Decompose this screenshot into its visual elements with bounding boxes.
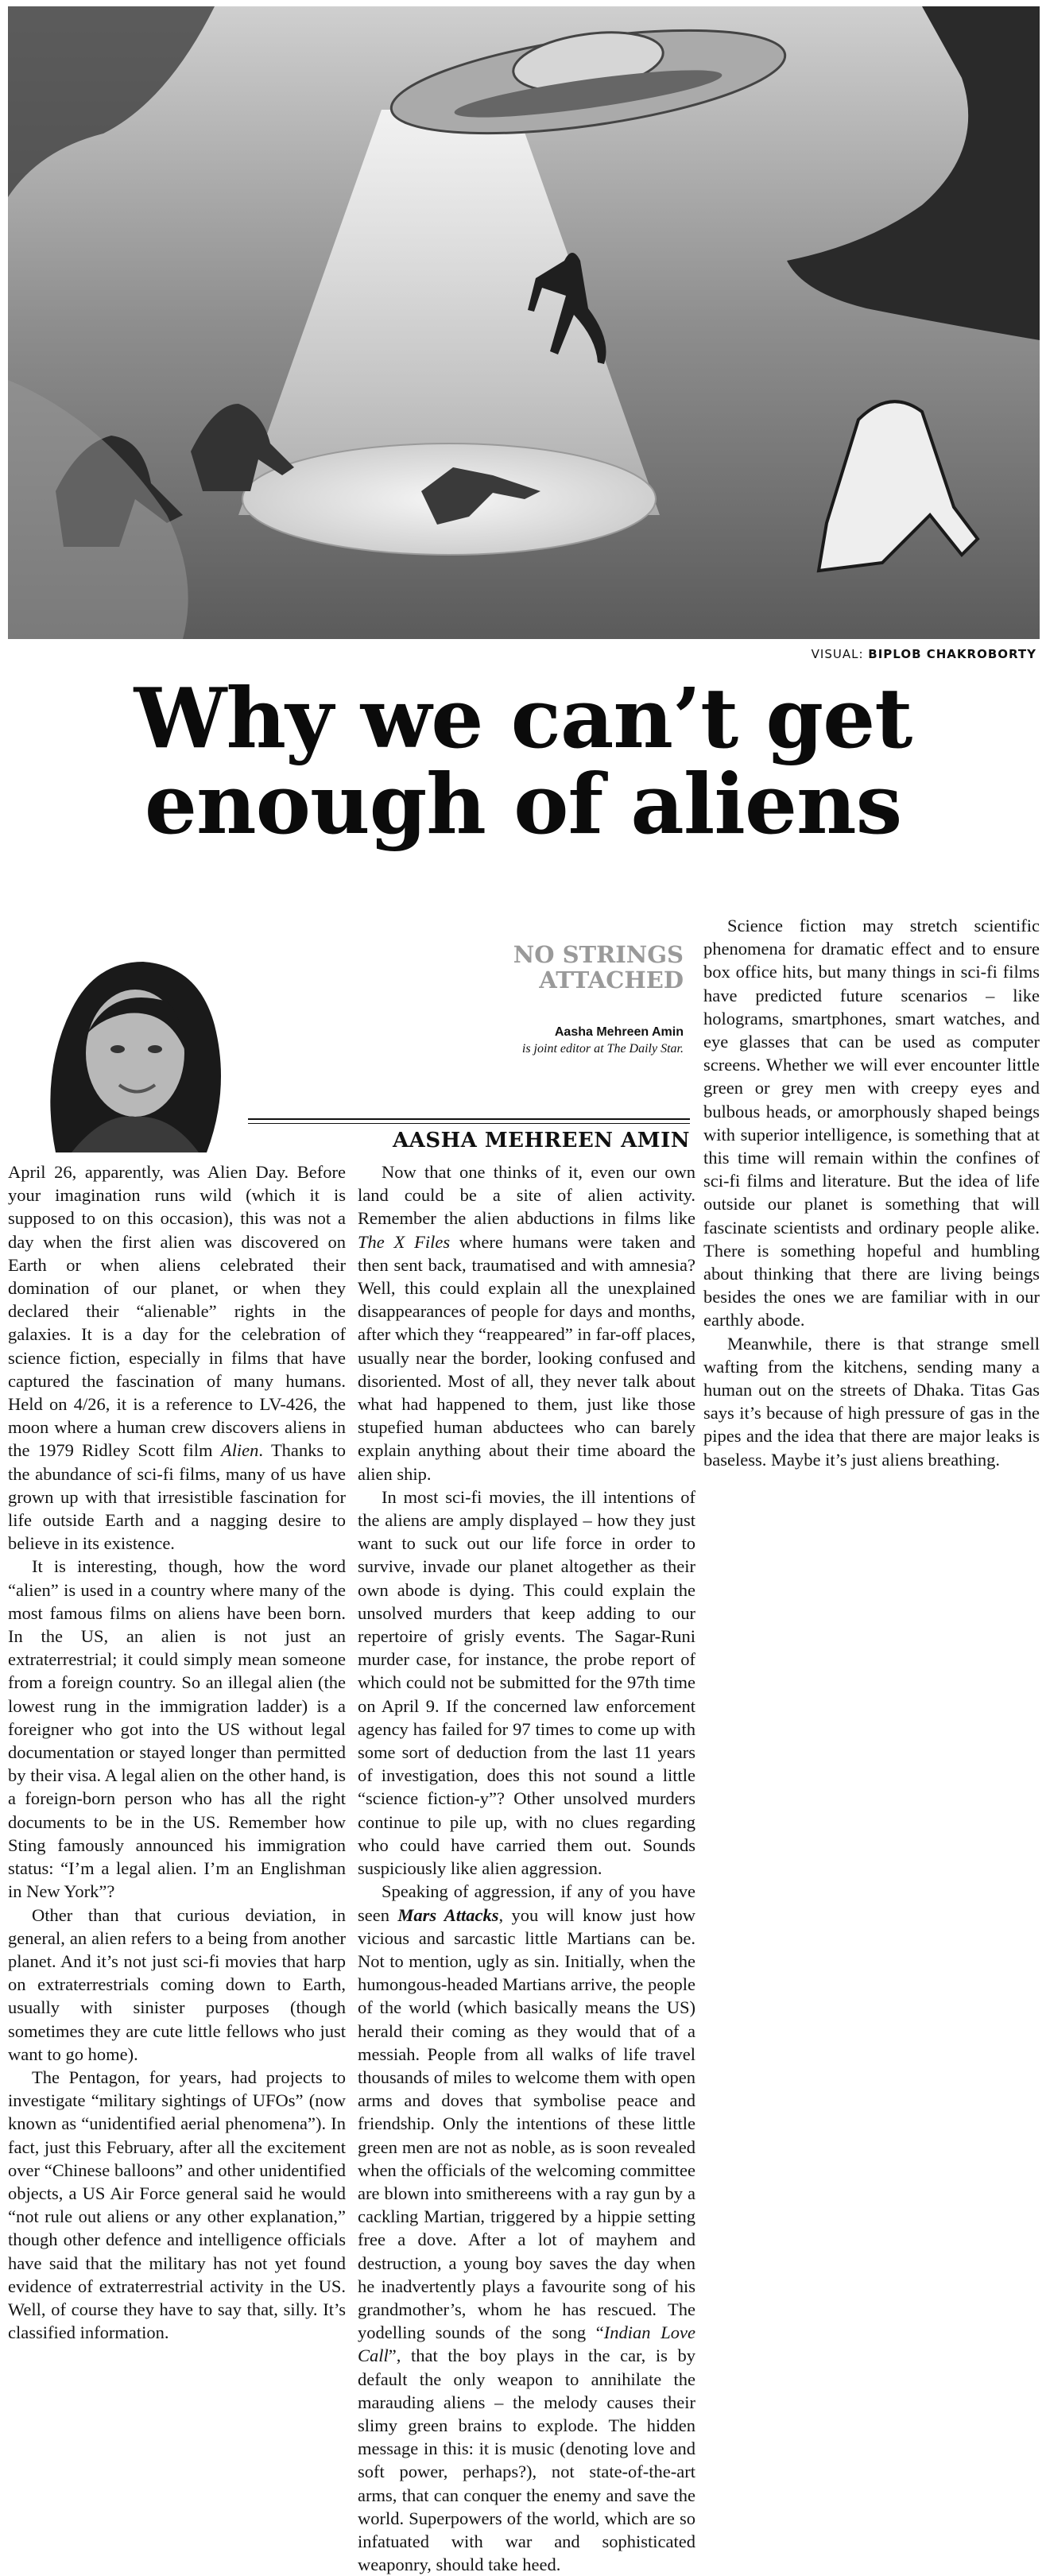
paragraph-4: The Pentagon, for years, had projects to investigate “military sightings of UFOs” (now known as “unidentified aerial phenomena”). In fact, just this February, after all the excitement over “Chinese balloons” and other unidentified objects, a US Air Force general said he would “not rule out aliens or any other explanation,” though other defence and intelligence officials have said that the military has not yet found evidence of extraterrestrial activity in the US. Well, of course they have to say that, silly. It’s classified information. xyxy=(8,2067,346,2343)
paragraph-7: Speaking of aggression, if any of you have seen Mars Attacks, you will know just how vicious and sarcastic little Martians can be. Not to mention, ugly as sin. Initially, when the humongous-headed Martians arrive, the people of the world (which basically means the US) herald their coming as they would that of a messiah. People from all walks of life travel thousands of miles to welcome them with open arms and doves that symbolise peace and friendship. Only the intentions of these little green men are not as noble, as is soon revealed when the officials of the welcoming committee are blown into smithereens with a ray gun by a cackling Martian, triggered by a hippie setting free a dove. After a lot of mayhem and destruction, a young boy saves the day when he inadvertently plays a favourite song of his grandmother’s, whom he has rescued. The yodelling sounds of the song “Indian Love Call”, that the boy plays in the car, is by default the only weapon to annihilate the marauding aliens – the melody causes their slimy green brains to explode. The hidden message in this: it is music (denoting love and soft power, perhaps?), not state-of-the-art arms, that can conquer the enemy and save the world. Superpowers of the world, which are so infatuated with war and sophisticated weaponry, should take heed. xyxy=(358,1881,696,2575)
article-column-2 xyxy=(358,1160,695,2576)
kicker-line-2: ATTACHED xyxy=(539,966,684,994)
paragraph-5: Now that one thinks of it, even our own land could be a site of alien activity. Remember the alien abductions in films like The X Files where humans were taken and then sent back, traumatised and with amnesia? Well, this could explain all the unexplained disappearances of people for days and months, after which they “reappeared” in far-off places, usually near the border, looking confused and disoriented. Most of all, they never talk about what had happened to them, just like those stupefied human abductees who can barely explain anything about their time aboard the alien ship. xyxy=(358,1162,696,1484)
film-title: Alien xyxy=(220,1440,259,1461)
ufo-abduction-artwork xyxy=(8,6,1040,639)
song-title: Indian Love Call xyxy=(358,2322,695,2366)
credit-label: VISUAL: xyxy=(811,647,864,661)
article-headline xyxy=(0,669,1046,853)
credit-name: BIPLOB CHAKROBORTY xyxy=(868,647,1036,661)
byline-rule-thin xyxy=(248,1123,690,1124)
article-column-1 xyxy=(8,1160,346,2344)
author-portrait xyxy=(8,914,246,1152)
author-byline: AASHA MEHREEN AMIN xyxy=(392,1129,690,1152)
byline-rule xyxy=(248,1118,690,1120)
paragraph-8: Science fiction may stretch scientific phenomena for dramatic effect and to ensure box office hits, but many things in sci-fi films have predicted future scenarios – like holograms, smartphones, smart watches, and eye glasses that can be used as computer screens. Whether we will ever encounter little green or grey men with creepy eyes and bulbous heads, or amorphously shaped beings with superior intelligence, is something that at this time will remain within the confines of sci-fi films and literature. But the idea of life outside our planet is something that will fascinate scientists and ordinary people alike. There is something hopeful and humbling about thinking that there are living beings besides the ones we are familiar with in our earthly abode. xyxy=(703,916,1040,1331)
film-title: The X Files xyxy=(358,1231,451,1252)
kicker-line-1: NO STRINGS xyxy=(513,941,684,968)
paragraph-9: Meanwhile, there is that strange smell wafting from the kitchens, sending many a human out on the streets of Dhaka. Titas Gas says it’s because of high pressure of gas in the pipes and the idea that there are major leaks is baseless. Maybe it’s just aliens breathing. xyxy=(703,1333,1040,1470)
paragraph-2: It is interesting, though, how the word “alien” is used in a country where many of the most famous films on aliens have been born. In the US, an alien is not just an extraterrestrial; it could simply mean someone from a foreign country. So an illegal alien (the lowest rung in the immigration ladder) is a foreigner who got into the US without legal documentation or stayed longer than permitted by their visa. A legal alien on the other hand, is a foreign-born person who has all the right documents to be in the US. Remember how Sting famously announced his immigration status: “I’m a legal alien. I’m an Englishman in New York”? xyxy=(8,1556,346,1902)
paragraph-3: Other than that curious deviation, in general, an alien refers to a being from another planet. And it’s not just sci-fi movies that harp on extraterrestrials coming down to Earth, usually with sinister purposes (though sometimes they are cute little fellows who just want to go home). xyxy=(8,1904,346,2064)
film-title: Mars Attacks xyxy=(397,1904,499,1925)
ufo-illustration xyxy=(8,6,1040,639)
author-photo xyxy=(8,914,246,1152)
paragraph-1: April 26, apparently, was Alien Day. Before your imagination runs wild (which it is supposed to on this occasion), this was not a day when the first alien was discovered on Earth or when aliens celebrated their domination of our planet, or when they declared their “alienable” rights in the galaxies. It is a day for the celebration of science fiction, especially in films that have captured the fascination of many humans. Held on 4/26, it is a reference to LV-426, the moon where a human crew discovers aliens in the 1979 Ridley Scott film Alien. Thanks to the abundance of sci-fi films, many of us have grown up with that irresistible fascination for life outside Earth and a nagging desire to believe in its existence. xyxy=(8,1162,347,1554)
author-bio-text: is joint editor at The Daily Star. xyxy=(521,1042,684,1056)
author-bio-name: Aasha Mehreen Amin xyxy=(554,1025,684,1039)
article-column-3 xyxy=(703,914,1040,1471)
column-kicker xyxy=(445,942,684,993)
headline-line-2: enough of aliens xyxy=(144,755,902,853)
paragraph-6: In most sci-fi movies, the ill intentions of the aliens are amply displayed – how they just want to suck out our life force in order to survive, invade our planet altogether as their own abode is dying. This could explain the unsolved murders that keep adding to our repertoire of grisly events. The Sagar-Runi murder case, for instance, the probe report of which could not be submitted for the 97th time on April 9. If the concerned law enforcement agency has failed for 97 times to come up with some sort of deduction from the last 11 years of investigation, does this not sound a little “science fiction-y”? Other unsolved murders continue to pile up, with no clues regarding who could have carried them out. Sounds suspiciously like alien aggression. xyxy=(358,1486,695,1879)
headline-line-1: Why we can’t get xyxy=(134,669,912,767)
visual-credit xyxy=(812,647,1036,661)
